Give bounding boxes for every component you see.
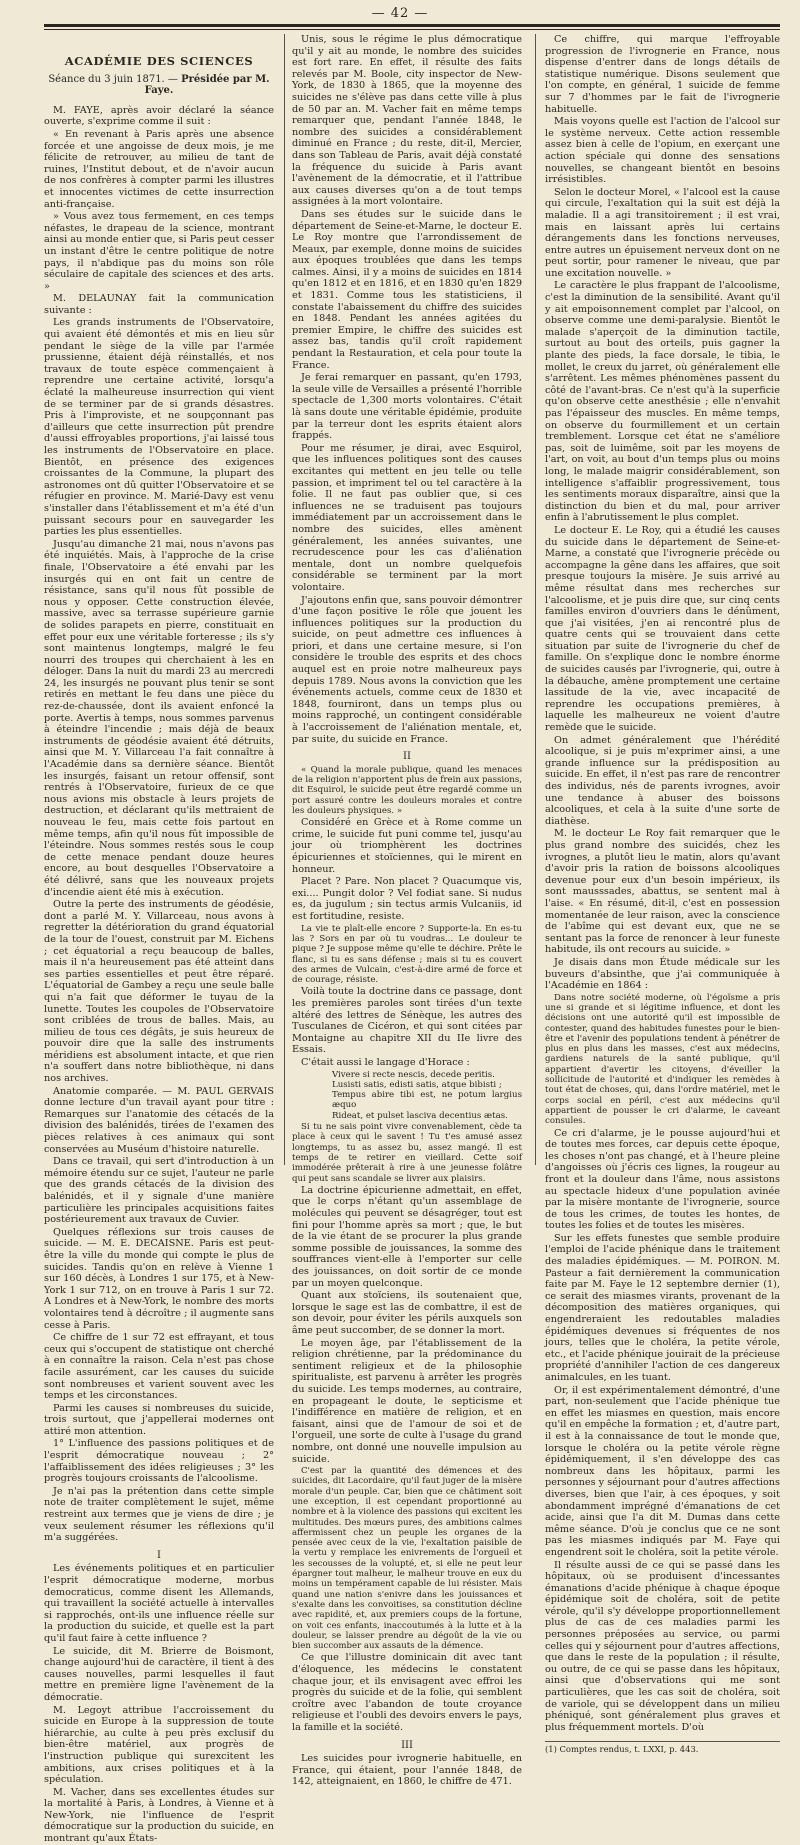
- paragraph: Vivere si recte nescis, decede peritis. Lusisti satis, edisti satis, atque bibisti ; Tempus abire tibi est, ne potum largius æquo Rideat, et pulset lasciva decentius ætas.: [332, 1069, 522, 1121]
- header-rule-thin: [44, 29, 780, 30]
- paragraph: Le moyen âge, par l'établissement de la religion chrétienne, par la prédominance du sentiment religieux et de la philosophie spiritualiste, est parvenu à arrêter les progrès du suicide. Les temps modernes, au contraire, en propageant le doute, le septicisme et l'indifférence en matière de religion, et en faisant, ainsi que de l'amour de soi et de l'orgueil, une sorte de culte à l'usage du grand nombre, ont donné une nouvelle impulsion au suicide.: [292, 1337, 522, 1465]
- paragraph: Je disais dans mon Étude médicale sur les buveurs d'absinthe, que j'ai communiquée à l'Académie en 1864 :: [545, 956, 780, 992]
- paragraph: Or, il est expérimentalement démontré, d'une part, non-seulement que l'acide phénique tue en effet les miasmes en question, mais encore qu'il en empêche la formation ; et, d'autre part, il est à la connaissance de tout le monde que, lorsque le choléra ou la petite vérole règne épidémiquement, il s'en développe des cas nombreux dans les hôpitaux, parmi les personnes y séjournant pour d'autres affections diverses, bien que l'air, à ces époques, y soit abondamment imprégné d'émanations de cet acide, ainsi que l'a dit M. Dumas dans cette même séance. D'où je conclus que ce ne sont pas les miasmes indiqués par M. Faye qui engendrent soit le choléra, soit la petite vérole.: [545, 1384, 780, 1558]
- header-rule-thick: [44, 24, 780, 27]
- paragraph: Placet ? Pare. Non placet ? Quacumque vis, exi.... Pungit dolor ? Vel fodiat sane. Si nudus es, da jugulum ; sin tectus armis Vulcaniis, id est fortitudine, resiste.: [292, 876, 522, 923]
- section-number: I: [157, 1549, 161, 1561]
- paragraph: Outre la perte des instruments de géodésie, dont a parlé M. Y. Villarceau, nous avons à regretter la détérioration du grand équatorial de la tour de l'ouest, construit par M. Eichens ; cet équatorial a reçu beaucoup de balles, mais il n'a heureusement pas été atteint dans ses parties essentielles et peut être réparé. L'équatorial de Gambey a reçu une seule balle qui n'a fait que déformer le tuyau de la lunette. Toutes les coupoles de l'Observatoire sont criblées de trous de balles. Mais, au milieu de tous ces dégâts, je suis heureux de pouvoir dire que la salle des instruments méridiens est absolument intacte, et que rien n'a souffert dans notre bibliothèque, ni dans nos archives.: [44, 899, 274, 1085]
- session-president: Présidée par M. Faye.: [144, 73, 270, 97]
- paragraph: Si tu ne sais point vivre convenablement, cède ta place à ceux qui le savent ! Tu t'es amusé assez longtemps, tu as assez bu, assez mangé. Il est temps de te retirer en vieillard. Cette soif immodérée prêterait à rire à une jeunesse folâtre qui peut sans scandale se livrer aux plaisirs.: [292, 1122, 522, 1184]
- paragraph: « Quand la morale publique, quand les menaces de la religion n'apportent plus de frein aux passions, dit Esquirol, le suicide peut être regardé comme un port assuré contre les douleurs morales et contre les douleurs physiques. »: [292, 764, 522, 816]
- column-divider: [535, 34, 536, 1165]
- paragraph: Parmi les causes si nombreuses du suicide, trois surtout, que j'appellerai modernes ont attiré mon attention.: [44, 1402, 274, 1437]
- column-2: [292, 34, 523, 1788]
- paragraph: Dans notre société moderne, où l'égoïsme a pris une si grande et si légitime influence, et dont les décisions ont une autorité qu'il est impossible de contester, quand des habitudes funestes pour le bien-être et l'avenir des populations tendent à pénétrer de plus en plus dans les masses, c'est aux médecins, gardiens naturels de la santé publique, qu'il appartient d'avertir les citoyens, d'éveiller la sollicitude de l'autorité et d'indiquer les remèdes à tout état de choses, qui, dans l'ordre matériel, met le corps social en péril, c'est aux médecins qu'il appartient de pousser le cri d'alarme, le caveant consules.: [545, 992, 780, 1127]
- paragraph: M. Vacher, dans ses excellentes études sur la mortalité à Paris, à Londres, à Vienne et à New-York, nie l'influence de l'esprit démocratique sur la production du suicide, en montrant qu'aux États-: [44, 1786, 274, 1845]
- section-number: III: [401, 1739, 413, 1751]
- section-number: II: [403, 751, 411, 763]
- paragraph: Jusqu'au dimanche 21 mai, nous n'avons pas été inquiétés. Mais, à l'approche de la crise finale, l'Observatoire a été envahi par les insurgés qui en ont fait un centre de résistance, sans qu'il nous fût possible de nous y opposer. Cette construction élevée, massive, avec sa terrasse supérieure garnie de solides parapets en pierre, constituait en effet pour eux une véritable forteresse ; ils s'y sont maintenus longtemps, malgré le feu nourri des troupes qui cherchaient à les en déloger. Dans la nuit du mardi 23 au mercredi 24, les insurgés ne pouvant plus tenir se sont retirés en mettant le feu dans une pièce du rez-de-chaussée, dont ils avaient enfoncé la porte. Avertis à temps, nous sommes parvenus à éteindre l'incendie ; mais déjà de beaux instruments de géodésie avaient été détruits, ainsi que M. Y. Villarceau l'a fait connaître à l'Académie dans sa dernière séance. Bientôt les insurgés, faisant un retour offensif, sont rentrés à l'Observatoire, furieux de ce que nous avions mis obstacle à leurs projets de destruction, et déclarant qu'ils mettraient de nouveau le feu, mais cette fois partout en même temps, afin qu'il nous fût impossible de l'éteindre. Nous sommes restés sous le coup de cette menace pendant douze heures encore, au bout desquelles l'Observatoire a été délivré, sans que les nouveaux projets d'incendie aient été mis à exécution.: [44, 538, 274, 898]
- paragraph: Les événements politiques et en particulier l'esprit démocratique moderne, morbus democraticus, comme disent les Allemands, qui travaillent la société actuelle à intervalles si rapprochés, ont-ils une influence réelle sur la production du suicide, et quelle est la part qu'il faut faire à cette influence ?: [44, 1563, 274, 1644]
- section-heading: ACADÉMIE DES SCIENCES: [64, 54, 254, 68]
- paragraph: Dans ce travail, qui sert d'introduction à un mémoire étendu sur ce sujet, l'auteur ne parle que des grands cétacés de la division des balénidés, et il y signale d'une manière particulière les principales acquisitions faites postérieurement aux travaux de Cuvier.: [44, 1156, 274, 1226]
- paragraph: Anatomie comparée. — M. PAUL GERVAIS donne lecture d'un travail ayant pour titre : Remarques sur l'anatomie des cétacés de la division des balénidés, tirées de l'examen des pièces relatives à ces animaux qui sont conservées au Muséum d'histoire naturelle.: [44, 1085, 274, 1155]
- paragraph: M. le docteur Le Roy fait remarquer que le plus grand nombre des suicidés, chez les ivrognes, a plutôt lieu le matin, alors qu'avant d'avoir pris la ration de boissons alcooliques devenue pour eux d'un besoin impérieux, ils sont mausssades, abattus, se sentent mal à l'aise. « En résumé, dit-il, c'est en possession momentanée de leur raison, avec la conscience de l'abîme qui est devant eux, que ne se sentant pas la force de renoncer à leur funeste habitude, ils ont recours au suicide. »: [545, 828, 780, 956]
- paragraph: Le suicide, dit M. Brierre de Boismont, change aujourd'hui de caractère, il tient à des causes nouvelles, parmi lesquelles il faut mettre en première ligne l'avènement de la démocratie.: [44, 1645, 274, 1703]
- paragraph: M. DELAUNAY fait la communication suivante :: [44, 293, 274, 316]
- paragraph: Je ferai remarquer en passant, qu'en 1793, la seule ville de Versailles a présenté l'horrible spectacle de 1,300 morts volontaires. C'était là sans doute une véritable épidémie, produite par la terreur dont les esprits étaient alors frappés.: [292, 372, 522, 442]
- paragraph: Il résulte aussi de ce qui se passé dans les hôpitaux, où se produisent d'incessantes émanations d'acide phénique à chaque époque épidémique soit de choléra, soit de petite vérole, qu'il s'y développe proportionnellement plus de cas de ces maladies parmi les personnes préposées au service, ou parmi celles qui y séjournent pour d'autres affections, que dans le reste de la population ; il résulte, ou outre, de ce qui se passe dans les hôpitaux, ainsi que d'observations qui me sont particulières, que les cas soit de choléra, soit de variole, qui se développent dans un milieu phéniqué, sont généralement plus graves et plus fréquemment mortels. D'où: [545, 1559, 780, 1733]
- paragraph: Mais voyons quelle est l'action de l'alcool sur le système nerveux. Cette action ressemble assez bien à celle de l'opium, en exerçant une action spéciale qui donne des sensations nouvelles, se changeant bientôt en besoins irrésistibles.: [545, 116, 780, 186]
- paragraph: On admet généralement que l'hérédité alcoolique, si je puis m'exprimer ainsi, a une grande influence sur la prédisposition au suicide. En effet, il n'est pas rare de rencontrer des individus, nés de parents ivrognes, avoir une tendance à abuser des boissons alcooliques, et cela à la suite d'une sorte de diathèse.: [545, 734, 780, 827]
- column-3-body: [545, 34, 780, 1733]
- paragraph: Considéré en Grèce et à Rome comme un crime, le suicide fut puni comme tel, jusqu'au jour où triomphèrent les doctrines épicuriennes et stoïciennes, qui le mirent en honneur.: [292, 817, 522, 875]
- paragraph: Quant aux stoïciens, ils soutenaient que, lorsque le sage est las de combattre, il est de son devoir, pour éviter les périls auxquels son âme peut succomber, de se donner la mort.: [292, 1290, 522, 1336]
- session-line: Séance du 3 juin 1871. —: [48, 73, 178, 85]
- paragraph: Ce chiffre de 1 sur 72 est effrayant, et tous ceux qui s'occupent de statistique ont cherché à en connaître la raison. Cela n'est pas chose facile assurément, car les causes du suicide sont nombreuses et varient souvent avec les temps et les circonstances.: [44, 1332, 274, 1402]
- paragraph: Pour me résumer, je dirai, avec Esquirol, que les influences politiques sont des causes excitantes qui mettent en jeu telle ou telle passion, et impriment tel ou tel caractère à la folie. Il ne faut pas oublier que, si ces influences ne se traduisent pas toujours immédiatement par un accroissement dans le nombre des suicides, elles amènent généralement, les années suivantes, une recrudescence pour les cas d'aliénation mentale, dont un nombre quelquefois considérable se terminent par la mort volontaire.: [292, 442, 522, 593]
- paragraph: Sur les effets funestes que semble produire l'emploi de l'acide phénique dans le traitement des maladies épidémiques. — M. POIRON. M. Pasteur a fait dernièrement la communication faite par M. Faye le 12 septembre dernier (1), ce serait des miasmes virants, provenant de la décomposition des matières organiques, qui engendreraient les redoutables maladies épidémiques devenues si fréquentes de nos jours, telles que le choléra, la petite vérole, etc., et l'acide phénique jouirait de la précieuse propriété d'annihiler l'action de ces dangereux animalcules, en les tuant.: [545, 1232, 780, 1384]
- column-1-body: [44, 105, 274, 1845]
- paragraph: Ce cri d'alarme, je le pousse aujourd'hui et de toutes mes forces, car depuis cette époque, les choses n'ont pas changé, et à l'heure pleine d'angoisses où j'écris ces lignes, la rougeur au front et la douleur dans l'âme, nous assistons au spectacle hideux d'une population avinée par la misère montante de l'ivrognerie, source de tous les crimes, de toutes les hontes, de toutes les folies et de toutes les misères.: [545, 1127, 780, 1232]
- paragraph: 1° L'influence des passions politiques et de l'esprit démocratique nouveau ; 2° l'affaiblissement des idées religieuses ; 3° les progrès toujours croissants de l'alcoolisme.: [44, 1438, 274, 1485]
- session-date: [44, 74, 274, 97]
- paragraph: M. FAYE, après avoir déclaré la séance ouverte, s'exprime comme il suit :: [44, 104, 274, 128]
- column-3: [545, 34, 780, 1755]
- paragraph: Le caractère le plus frappant de l'alcoolisme, c'est la diminution de la sensibilité. Avant qu'il y ait empoisonnement complet par l'alcool, on observe comme une demi-paralysie. Bientôt le malade s'aperçoit de la diminution tactile, surtout au bout des orteils, puis gagner la plante des pieds, la face dorsale, le tibia, le mollet, le creux du jarret, où généralement elle s'arrêtent. Les mêmes phénomènes passent du côté de l'avant-bras. Ce n'est qu'à la superficie qu'on observe cette anesthésie ; elle n'envahit pas l'épaisseur des muscles. En même temps, on observe du fourmillement et un certain tremblement. Lorsque cet état ne s'améliore pas, soit de luimême, soit par les moyens de l'art, on voit, au bout d'un temps plus ou moins long, le malade maigrir considérablement, son intelligence s'affaiblir progressivement, tous les sentiments moraux disparaître, ainsi que la distinction du bien et du mal, pour arriver enfin à l'abrutissement le plus complet.: [545, 280, 780, 524]
- column-2-body: [292, 34, 522, 1788]
- paragraph: J'ajoutons enfin que, sans pouvoir démontrer d'une façon positive le rôle que jouent les influences politiques sur la production du suicide, on peut admettre ces influences à priori, et dans une certaine mesure, si l'on considère le trouble des esprits et des chocs auquel est en proie notre malheureux pays depuis 1789. Nous avons la conviction que les événements actuels, comme ceux de 1830 et 1848, fourniront, dans un temps plus ou moins rapproché, un contingent considérable à l'accroissement de l'aliénation mentale, et, par suite, du suicide en France.: [292, 594, 523, 745]
- paragraph: Unis, sous le régime le plus démocratique qu'il y ait au monde, le nombre des suicides est fort rare. En effet, il résulte des faits relevés par M. Boole, city inspector de New-York, de 1830 à 1865, que la moyenne des suicides ne s'élève pas dans cette ville à plus de 50 par an. M. Vacher fait en même temps remarquer que, pendant l'année 1848, le nombre des suicides a considérablement diminué en France ; du reste, dit-il, Mercier, dans son Tableau de Paris, avait déjà constaté la fréquence du suicide à Paris avant l'avènement de la démocratie, et il l'attribue aux causes diverses qu'on a de tout temps assignées à la mort volontaire.: [292, 34, 522, 208]
- paragraph: Les grands instruments de l'Observatoire, qui avaient été démontés et mis en lieu sûr pendant le siège de la ville par l'armée prussienne, étaient déjà réinstallés, et nos travaux de toute espèce commençaient à reprendre une certaine activité, lorsqu'a éclaté la malheureuse insurrection qui vient de se terminer par de si grands désastres. Pris à l'improviste, et ne soupçonnant pas d'ailleurs que cette insurrection pût prendre d'aussi effroyables proportions, j'ai laissé tous les instruments de l'Observatoire en place. Bientôt, en présence des exigences croissantes de la Commune, la plupart des astronomes ont dû quitter l'Observatoire et se réfugier en province. M. Marié-Davy est venu s'installer dans l'établissement et m'a été d'un puissant secours pour en sauvegarder les parties les plus essentielles.: [44, 317, 274, 538]
- paragraph: C'est par la quantité des démences et des suicides, dit Lacordaire, qu'il faut juger de la misère morale d'un peuple. Car, bien que ce châtiment soit une exception, il est cependant proportionné au nombre et à la violence des passions qui excitent les multitudes. Des mœurs pures, des ambitions calmes affermissent chez un peuple les organes de la pensée avec ceux de la vie, l'exaltation paisible de la vertu y remplace les enivrements de l'orgueil et les secousses de la volupté, et, si elle ne peut leur épargner tout malheur, le malheur trouve en eux du moins un tempérament capable de lui résister. Mais quand une nation s'enivre dans les jouissances et s'exalte dans les convoitises, sa constitution décline avec rapidité, et, aux premiers coups de la fortune, on voit ces enfants, inaccoutumés à la lutte et à la douleur, se laisser prendre au dégoût de la vie ou bien succomber aux assauts de la démence.: [292, 1466, 522, 1652]
- paragraph: Je n'ai pas la prétention dans cette simple note de traiter complètement le sujet, même restreint aux termes que je viens de dire ; je veux seulement résumer les réflexions qu'il m'a suggérées.: [44, 1485, 274, 1544]
- paragraph: M. Legoyt attribue l'accroissement du suicide en Europe à la suppression de toute hiérarchie, au culte à peu près exclusif du bien-être matériel, aux progrès de l'instruction publique qui surexcitent les ambitions, aux crises politiques et à la spéculation.: [44, 1704, 274, 1786]
- paragraph: Dans ses études sur le suicide dans le département de Seine-et-Marne, le docteur E. Le Roy montre que l'arrondissement de Meaux, par exemple, donne moins de suicides aux époques troublées que dans les temps calmes. Ainsi, il y a moins de suicides en 1814 qu'en 1812 et en 1816, et en 1830 qu'en 1829 et 1831. Comme tous les statisticiens, il constate l'abaissement du chiffre des suicides en 1848. Pendant les années agitées du premier Empire, le chiffre des suicides est assez bas, tandis qu'il croît rapidement pendant la Restauration, et cela pour toute la France.: [292, 208, 522, 371]
- footnote: (1) Comptes rendus, t. LXXI, p. 443.: [545, 1741, 780, 1756]
- page-number: — 42 —: [371, 6, 429, 21]
- paragraph: Voilà toute la doctrine dans ce passage, dont les premières paroles sont tirées d'un texte altéré des lettres de Sénèque, les autres des Tusculanes de Cicéron, et qui sont citées par Montaigne au chapitre XII du IIe livre des Essais.: [292, 986, 522, 1056]
- paragraph: La vie te plaît-elle encore ? Supporte-la. En es-tu las ? Sors en par où tu voudras... Le douleur te pique ? Je suppose même qu'elle te déchire. Prête le flanc, si tu es sans défense ; mais si tu es couvert des armes de Vulcain, c'est-à-dire armé de force et de courage, résiste.: [292, 923, 522, 986]
- paragraph: » Vous avez tous fermement, en ces temps néfastes, le drapeau de la science, montrant ainsi au monde entier que, si Paris peut cesser un instant d'être le centre politique de notre pays, il n'abdique pas du moins son rôle séculaire de capitale des sciences et des arts. »: [44, 211, 274, 292]
- paragraph: Le docteur E. Le Roy, qui a étudié les causes du suicide dans le département de Seine-et-Marne, a constaté que l'ivrognerie précède ou accompagne la gêne dans les affaires, que soit presque toujours la misère. Je suis arrivé au même résultat dans mes recherches sur l'alcoolisme, et je puis dire que, sur cinq cents familles environ d'ouvriers dans le dénûment, que j'ai visitées, j'en ai rencontré plus de quatre cents qui se trouvaient dans cette situation par suite de l'ivrognerie du chef de famille. On s'explique donc le nombre énorme de suicides causés par l'ivrognerie, qui, outre à la débauche, amène promptement une certaine lassitude de la vie, avec incapacité de reprendre les occupations premières, à laquelle les malheureux ne voient d'autre remède que le suicide.: [545, 524, 780, 734]
- paragraph: C'était aussi le langage d'Horace :: [301, 1056, 470, 1068]
- column-divider: [284, 34, 285, 1165]
- paragraph: Les suicides pour ivrognerie habituelle, en France, qui étaient, pour l'année 1848, de 142, atteignaient, en 1860, le chiffre de 471.: [292, 1753, 522, 1788]
- paragraph: Quelques réflexions sur trois causes de suicide. — M. E. DECAISNE. Paris est peut-être la ville du monde qui compte le plus de suicides. Tandis qu'on en relève à Vienne 1 sur 160 décès, à Londres 1 sur 175, et à New-York 1 sur 712, on en trouve à Paris 1 sur 72. A Londres et à New-York, le nombre des morts volontaires tend à décroître ; il augmente sans cesse à Paris.: [44, 1226, 274, 1331]
- paragraph: La doctrine épicurienne admettait, en effet, que le corps n'étant qu'un assemblage de molécules qui peuvent se désagréger, tout est fini pour l'homme après sa mort ; que, le but de la vie étant de se procurer la plus grande somme possible de jouissances, la somme des souffrances vient-elle à l'emporter sur celle des jouissances, on doit sortir de ce monde par un moyen quelconque.: [292, 1184, 522, 1289]
- column-1: [44, 34, 274, 1845]
- paragraph: Selon le docteur Morel, « l'alcool est la cause qui circule, l'exaltation qui la suit est déjà la maladie. Il a agi transitoirement ; il est vrai, mais en laissant après lui certains dérangements dans les fonctions nerveuses, entre autres un épuisement nerveux dont on ne peut sortir, pour ramener le niveau, que par une excitation nouvelle. »: [545, 186, 780, 279]
- paragraph: Ce chiffre, qui marque l'effroyable progression de l'ivrognerie en France, nous dispense d'entrer dans de longs détails de statistique numérique. Disons seulement que l'on compte, en général, 1 suicide de femme sur 7 d'hommes par le fait de l'ivrognerie habituelle.: [545, 34, 780, 115]
- paragraph: Ce que l'illustre dominicain dit avec tant d'éloquence, les médecins le constatent chaque jour, et ils envisagent avec effroi les progrès du suicide et de la folie, qui semblent croître avec l'abandon de toute croyance religieuse et l'oubli des devoirs envers le pays, la famille et la société.: [292, 1652, 522, 1733]
- paragraph: « En revenant à Paris après une absence forcée et une angoisse de deux mois, je me félicite de retrouver, au milieu de tant de ruines, l'Institut debout, et de n'avoir aucun de nos confrères à compter parmi les illustres et innocentes victimes de cette insurrection anti-française.: [44, 128, 274, 210]
